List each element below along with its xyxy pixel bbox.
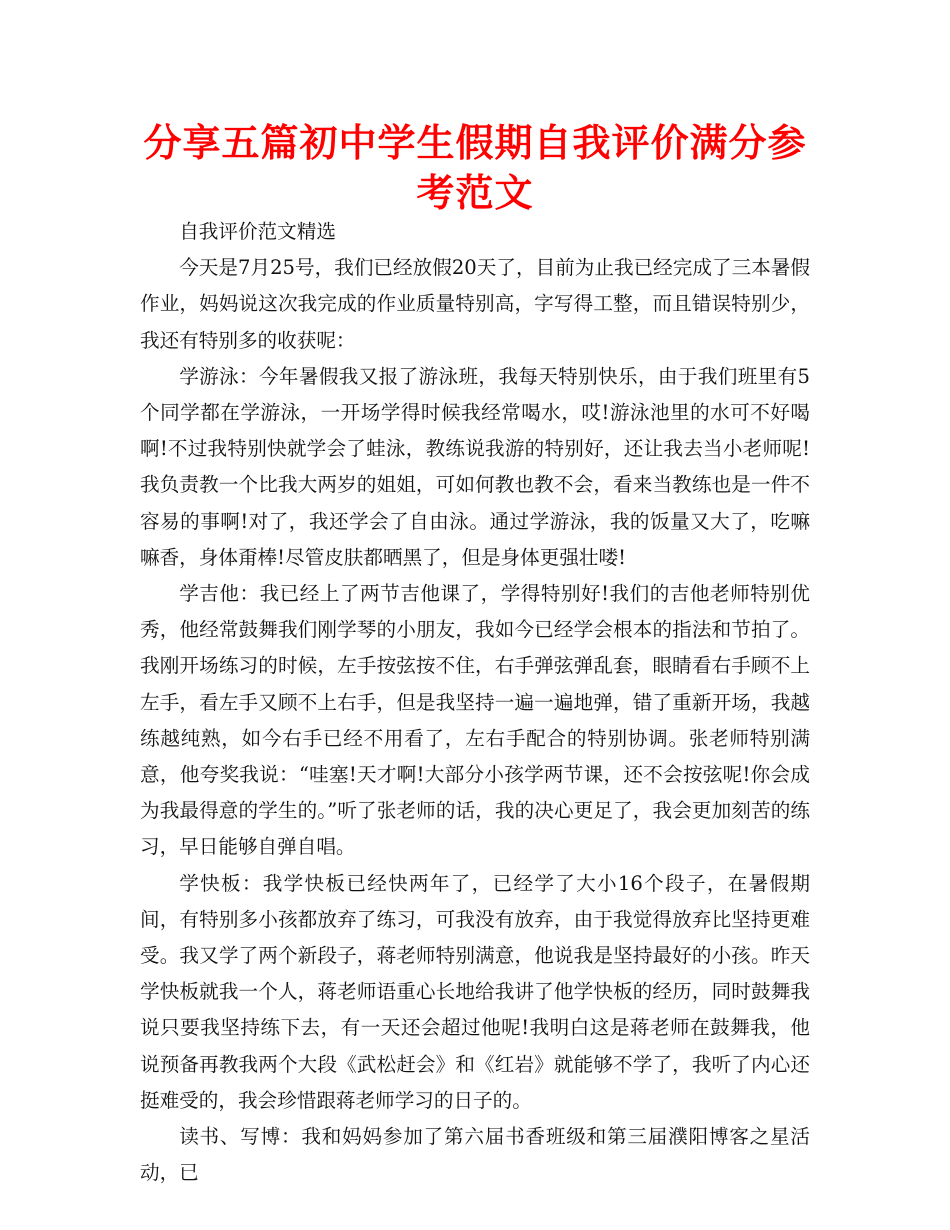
paragraph-intro: 今天是7月25号，我们已经放假20天了，目前为止我已经完成了三本暑假作业，妈妈说这次我完成的作业质量特别高，字写得工整，而且错误特别少，我还有特别多的收获呢： — [140, 256, 810, 352]
paragraph-kuaiban: 学快板：我学快板已经快两年了，已经学了大小16个段子，在暑假期间，有特别多小孩都放弃了练习，可我没有放弃，由于我觉得放弃比坚持更难受。我又学了两个新段子，蒋老师特别满意，他说我是坚持最好的小孩。昨天学快板就我一个人，蒋老师语重心长地给我讲了他学快板的经历，同时鼓舞我说只要我坚持练下去，有一天还会超过他呢!我明白这是蒋老师在鼓舞我，他说预备再教我两个大段《武松赶会》和《红岩》就能够不学了，我听了内心还挺难受的，我会珍惜跟蒋老师学习的日子的。 — [140, 871, 810, 1112]
paragraph-swimming: 学游泳：今年暑假我又报了游泳班，我每天特别快乐，由于我们班里有5个同学都在学游泳，一开场学得时候我经常喝水，哎!游泳池里的水可不好喝啊!不过我特别快就学会了蛙泳，教练说我游的特别好，还让我去当小老师呢!我负责教一个比我大两岁的姐姐，可如何教也教不会，看来当教练也是一件不容易的事啊!对了，我还学会了自由泳。通过学游泳，我的饭量又大了，吃嘛嘛香，身体甭棒!尽管皮肤都晒黑了，但是身体更强壮喽! — [140, 364, 810, 569]
document-body — [140, 214, 810, 1191]
section-subtitle: 自我评价范文精选 — [179, 220, 336, 243]
paragraph-reading-blogging: 读书、写博：我和妈妈参加了第六届书香班级和第三届濮阳博客之星活动，已 — [140, 1125, 810, 1185]
paragraph-guitar: 学吉他：我已经上了两节吉他课了，学得特别好!我们的吉他老师特别优秀，他经常鼓舞我们刚学琴的小朋友，我如今已经学会根本的指法和节拍了。我刚开场练习的时候，左手按弦按不住，右手弹弦弹乱套，眼睛看右手顾不上左手，看左手又顾不上右手，但是我坚持一遍一遍地弹，错了重新开场，我越练越纯熟，如今右手已经不用看了，左右手配合的特别协调。张老师特别满意，他夸奖我说：“哇塞!天才啊!大部分小孩学两节课，还不会按弦呢!你会成为我最得意的学生的。”听了张老师的话，我的决心更足了，我会更加刻苦的练习，早日能够自弹自唱。 — [140, 582, 810, 859]
document-title: 分享五篇初中学生假期自我评价满分参考范文 — [143, 121, 807, 215]
